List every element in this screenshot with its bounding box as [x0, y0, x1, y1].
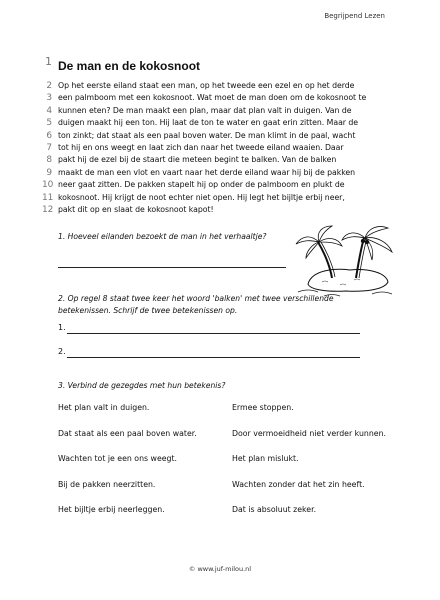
line-number: 2 — [46, 81, 52, 91]
story-text — [42, 80, 398, 216]
story-line — [46, 80, 398, 92]
meaning-right[interactable]: Dat is absoluut zeker. — [232, 505, 317, 515]
story-line-text: een palmboom met een kokosnoot. Wat moet de man doen om de kokosnoot te — [58, 93, 367, 103]
question-2-line-1: 2. Op regel 8 staat twee keer het woord 'balken' met twee verschillende — [58, 294, 334, 303]
answer-line-q1[interactable] — [58, 267, 286, 268]
pair-row — [58, 480, 398, 506]
pair-row — [58, 454, 398, 480]
question-3: 3. Verbind de gezegdes met hun betekenis? — [58, 381, 226, 390]
pair-row — [58, 429, 398, 455]
line-number: 8 — [46, 155, 52, 166]
line-number: 11 — [42, 192, 54, 203]
expression-left[interactable]: Het bijltje erbij neerleggen. — [58, 505, 165, 515]
expression-left[interactable]: Dat staat als een paal boven water. — [58, 428, 197, 438]
story-line — [46, 105, 398, 117]
pair-row — [58, 505, 398, 531]
line-number: 9 — [46, 167, 52, 178]
title-line-number: 1 — [45, 55, 52, 68]
meaning-right[interactable]: Door vermoeidheid niet verder kunnen. — [232, 428, 386, 438]
story-line-text: pakt dit op en slaat de kokosnoot kapot! — [58, 204, 214, 214]
story-line-text: Op het eerste eiland staat een man, op het tweede een ezel en op het derde — [58, 81, 355, 90]
title-row — [45, 55, 398, 74]
pair-row — [58, 403, 398, 429]
line-number: 6 — [46, 130, 52, 141]
expression-left[interactable]: Bij de pakken neerzitten. — [58, 479, 156, 489]
page-title: De man en de kokosnoot — [58, 59, 201, 73]
story-line — [42, 204, 398, 216]
expression-left[interactable]: Het plan valt in duigen. — [58, 403, 150, 412]
story-line — [42, 179, 398, 191]
question-2-line-2: betekenissen. Schrijf de twee betekenissen op. — [58, 306, 238, 315]
answer-line-q2-1[interactable] — [67, 333, 360, 334]
story-line — [46, 117, 398, 129]
story-line — [46, 130, 398, 142]
meaning-right[interactable]: Wachten zonder dat het zin heeft. — [232, 479, 365, 489]
line-number: 4 — [46, 105, 52, 116]
answer-line-q2-2[interactable] — [67, 357, 360, 358]
story-line-text: kokosnoot. Hij krijgt de noot echter niet open. Hij legt het bijltje erbij neer, — [58, 192, 345, 202]
story-line-text: maakt de man een vlot en vaart naar het derde eiland waar hij bij de pakken — [58, 167, 356, 177]
palm-island-icon — [294, 222, 398, 298]
story-line — [46, 142, 398, 154]
story-line — [46, 167, 398, 179]
footer-copyright: © www.juf-milou.nl — [188, 565, 252, 573]
meaning-right[interactable]: Het plan mislukt. — [232, 454, 299, 464]
matching-pairs — [58, 403, 398, 531]
story-line-text: duigen maakt hij een ton. Hij laat de ton te water en gaat erin zitten. Maar de — [58, 118, 359, 128]
story-line — [42, 192, 398, 204]
header-label: Begrijpend Lezen — [324, 12, 385, 20]
line-number: 12 — [42, 204, 54, 215]
line-number: 7 — [46, 142, 52, 153]
story-line-text: kunnen eten? De man maakt een plan, maar dat plan valt in duigen. Van de — [58, 105, 352, 115]
story-line-text: neer gaat zitten. De pakken stapelt hij op onder de palmboom en plukt de — [58, 180, 345, 190]
expression-left[interactable]: Wachten tot je een ons weegt. — [58, 454, 178, 464]
story-line-text: tot hij en ons weegt en laat zich dan naar het tweede eiland waaien. Daar — [58, 142, 344, 152]
answer-number-1: 1. — [58, 323, 66, 332]
story-line-text: pakt hij de ezel bij de staart die meteen begint te balken. Van de balken — [58, 155, 337, 165]
question-1: 1. Hoeveel eilanden bezoekt de man in het verhaaltje? — [58, 232, 267, 241]
line-number: 10 — [42, 180, 54, 191]
story-line — [46, 92, 398, 104]
answer-number-2: 2. — [58, 347, 66, 356]
line-number: 5 — [46, 118, 52, 129]
meaning-right[interactable]: Ermee stoppen. — [232, 403, 294, 412]
story-line — [46, 154, 398, 166]
line-number: 3 — [46, 93, 52, 104]
story-line-text: ton zinkt; dat staat als een paal boven water. De man klimt in de paal, wacht — [58, 130, 356, 140]
